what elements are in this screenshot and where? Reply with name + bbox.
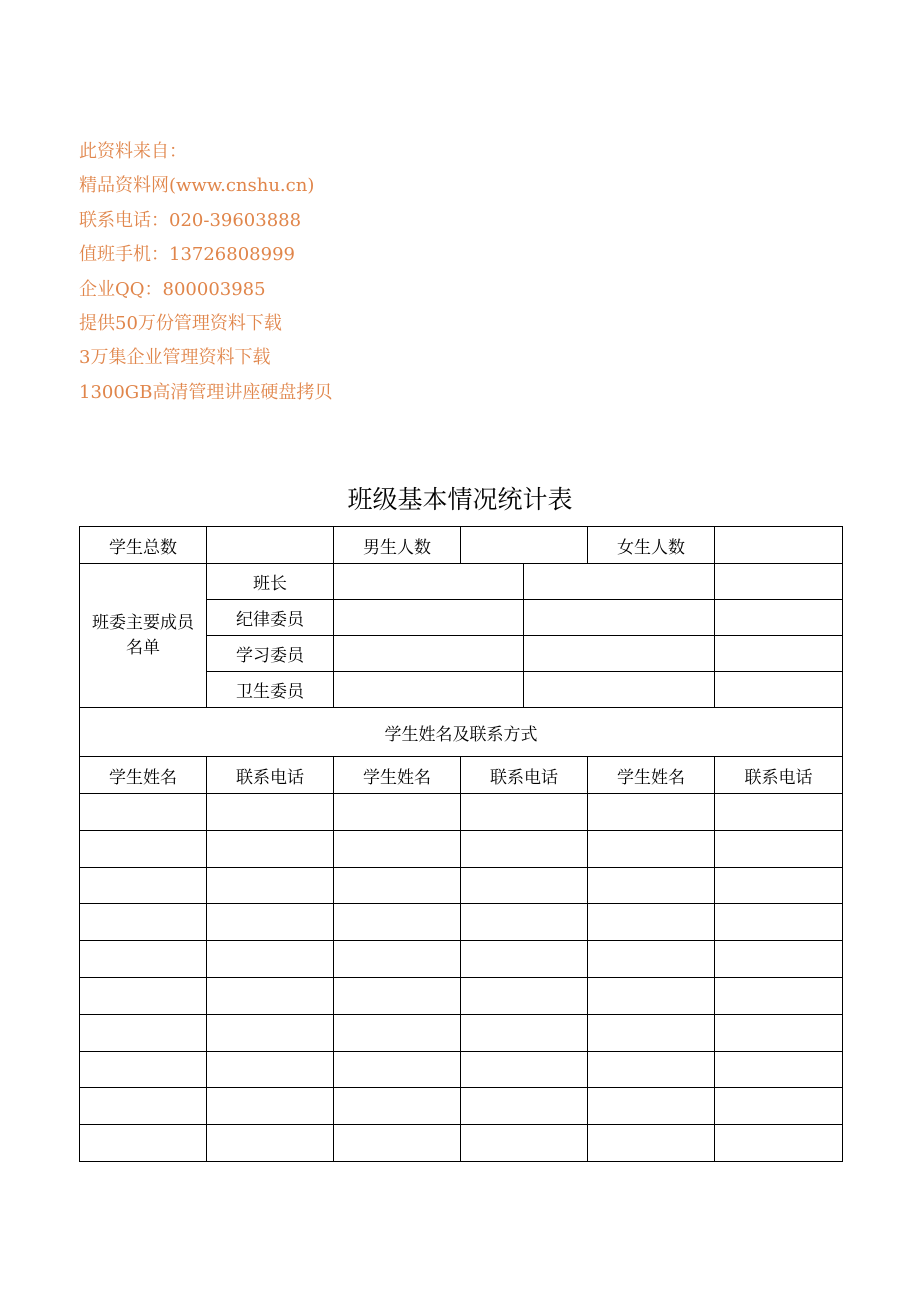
phone-cell[interactable] bbox=[207, 830, 334, 867]
contacts-header-row bbox=[80, 757, 843, 794]
phone-cell[interactable] bbox=[715, 867, 843, 904]
phone-cell[interactable] bbox=[461, 1014, 588, 1051]
table-row bbox=[80, 830, 843, 867]
student-name-cell[interactable] bbox=[588, 1051, 715, 1088]
student-name-cell[interactable] bbox=[80, 977, 207, 1014]
student-name-cell[interactable] bbox=[334, 867, 461, 904]
student-name-cell[interactable] bbox=[334, 1088, 461, 1125]
mobile-line: 值班手机：13726808999 bbox=[79, 244, 295, 266]
page-title: 班级基本情况统计表 bbox=[347, 485, 573, 514]
student-name-cell[interactable] bbox=[334, 794, 461, 831]
role-monitor: 班长 bbox=[207, 564, 334, 600]
table-row bbox=[80, 904, 843, 941]
student-name-cell[interactable] bbox=[80, 794, 207, 831]
role-cell[interactable] bbox=[334, 636, 524, 672]
class-stats-table bbox=[79, 526, 843, 1162]
table-row bbox=[80, 794, 843, 831]
student-name-cell[interactable] bbox=[334, 1014, 461, 1051]
role-cell[interactable] bbox=[334, 564, 524, 600]
student-name-cell[interactable] bbox=[80, 941, 207, 978]
phone-cell[interactable] bbox=[461, 1125, 588, 1162]
phone-cell[interactable] bbox=[715, 1125, 843, 1162]
source-link-line[interactable]: 精品资料网(www.cnshu.cn) bbox=[79, 175, 315, 197]
contacts-section-label: 学生姓名及联系方式 bbox=[80, 708, 843, 757]
student-name-cell[interactable] bbox=[334, 830, 461, 867]
header-phone: 联系电话 bbox=[207, 757, 334, 794]
summary-row bbox=[80, 527, 843, 564]
offer-line-2: 3万集企业管理资料下载 bbox=[79, 347, 271, 369]
phone-cell[interactable] bbox=[715, 830, 843, 867]
student-name-cell[interactable] bbox=[588, 794, 715, 831]
role-study: 学习委员 bbox=[207, 636, 334, 672]
student-name-cell[interactable] bbox=[80, 1014, 207, 1051]
role-cell[interactable] bbox=[715, 564, 843, 600]
header-student-name: 学生姓名 bbox=[80, 757, 207, 794]
role-cell[interactable] bbox=[524, 600, 715, 636]
role-cell[interactable] bbox=[715, 600, 843, 636]
student-name-cell[interactable] bbox=[588, 941, 715, 978]
student-name-cell[interactable] bbox=[334, 1051, 461, 1088]
phone-cell[interactable] bbox=[715, 941, 843, 978]
phone-cell[interactable] bbox=[207, 867, 334, 904]
role-cell[interactable] bbox=[524, 672, 715, 708]
student-name-cell[interactable] bbox=[588, 1088, 715, 1125]
role-cell[interactable] bbox=[334, 600, 524, 636]
phone-cell[interactable] bbox=[461, 867, 588, 904]
phone-cell[interactable] bbox=[207, 1014, 334, 1051]
phone-cell[interactable] bbox=[207, 794, 334, 831]
role-discipline: 纪律委员 bbox=[207, 600, 334, 636]
phone-cell[interactable] bbox=[207, 977, 334, 1014]
role-cell[interactable] bbox=[334, 672, 524, 708]
student-name-cell[interactable] bbox=[334, 941, 461, 978]
phone-cell[interactable] bbox=[715, 1051, 843, 1088]
committee-row bbox=[80, 564, 843, 600]
table-row bbox=[80, 941, 843, 978]
role-hygiene: 卫生委员 bbox=[207, 672, 334, 708]
phone-cell[interactable] bbox=[461, 977, 588, 1014]
female-count-label: 女生人数 bbox=[588, 527, 715, 564]
phone-cell[interactable] bbox=[461, 941, 588, 978]
source-line: 此资料来自： bbox=[79, 141, 187, 162]
role-cell[interactable] bbox=[715, 636, 843, 672]
committee-label: 班委主要成员名单 bbox=[80, 564, 207, 708]
phone-cell[interactable] bbox=[715, 1088, 843, 1125]
contacts-body bbox=[80, 794, 843, 1162]
student-name-cell[interactable] bbox=[334, 1125, 461, 1162]
phone-cell[interactable] bbox=[207, 1125, 334, 1162]
phone-cell[interactable] bbox=[461, 830, 588, 867]
student-name-cell[interactable] bbox=[588, 1014, 715, 1051]
header-phone: 联系电话 bbox=[715, 757, 843, 794]
header-phone: 联系电话 bbox=[461, 757, 588, 794]
student-name-cell[interactable] bbox=[588, 867, 715, 904]
phone-line: 联系电话：020-39603888 bbox=[79, 209, 302, 231]
student-name-cell[interactable] bbox=[80, 1051, 207, 1088]
male-count-value[interactable] bbox=[461, 527, 588, 564]
student-name-cell[interactable] bbox=[80, 1088, 207, 1125]
total-students-label: 学生总数 bbox=[80, 527, 207, 564]
offer-line-3: 1300GB高清管理讲座硬盘拷贝 bbox=[79, 381, 333, 403]
phone-cell[interactable] bbox=[207, 1051, 334, 1088]
student-name-cell[interactable] bbox=[80, 830, 207, 867]
table-row bbox=[80, 867, 843, 904]
phone-cell[interactable] bbox=[461, 1051, 588, 1088]
phone-cell[interactable] bbox=[461, 904, 588, 941]
contacts-section-row bbox=[80, 708, 843, 757]
phone-cell[interactable] bbox=[715, 1014, 843, 1051]
male-count-label: 男生人数 bbox=[334, 527, 461, 564]
total-students-value[interactable] bbox=[207, 527, 334, 564]
phone-cell[interactable] bbox=[207, 1088, 334, 1125]
female-count-value[interactable] bbox=[715, 527, 843, 564]
phone-cell[interactable] bbox=[461, 794, 588, 831]
role-cell[interactable] bbox=[524, 636, 715, 672]
header-student-name: 学生姓名 bbox=[588, 757, 715, 794]
role-cell[interactable] bbox=[715, 672, 843, 708]
student-name-cell[interactable] bbox=[588, 1125, 715, 1162]
student-name-cell[interactable] bbox=[334, 904, 461, 941]
table-row bbox=[80, 1088, 843, 1125]
student-name-cell[interactable] bbox=[80, 904, 207, 941]
student-name-cell[interactable] bbox=[80, 1125, 207, 1162]
student-name-cell[interactable] bbox=[80, 867, 207, 904]
phone-cell[interactable] bbox=[207, 941, 334, 978]
student-name-cell[interactable] bbox=[588, 977, 715, 1014]
phone-cell[interactable] bbox=[461, 1088, 588, 1125]
qq-line: 企业QQ：800003985 bbox=[79, 278, 266, 300]
phone-cell[interactable] bbox=[207, 904, 334, 941]
table-row bbox=[80, 1125, 843, 1162]
phone-cell[interactable] bbox=[715, 794, 843, 831]
table-row bbox=[80, 977, 843, 1014]
student-name-cell[interactable] bbox=[588, 830, 715, 867]
phone-cell[interactable] bbox=[715, 977, 843, 1014]
source-info bbox=[79, 135, 332, 410]
table-row bbox=[80, 1051, 843, 1088]
offer-line-1: 提供50万份管理资料下载 bbox=[79, 312, 282, 334]
student-name-cell[interactable] bbox=[588, 904, 715, 941]
table-row bbox=[80, 1014, 843, 1051]
phone-cell[interactable] bbox=[715, 904, 843, 941]
role-cell[interactable] bbox=[524, 564, 715, 600]
student-name-cell[interactable] bbox=[334, 977, 461, 1014]
header-student-name: 学生姓名 bbox=[334, 757, 461, 794]
